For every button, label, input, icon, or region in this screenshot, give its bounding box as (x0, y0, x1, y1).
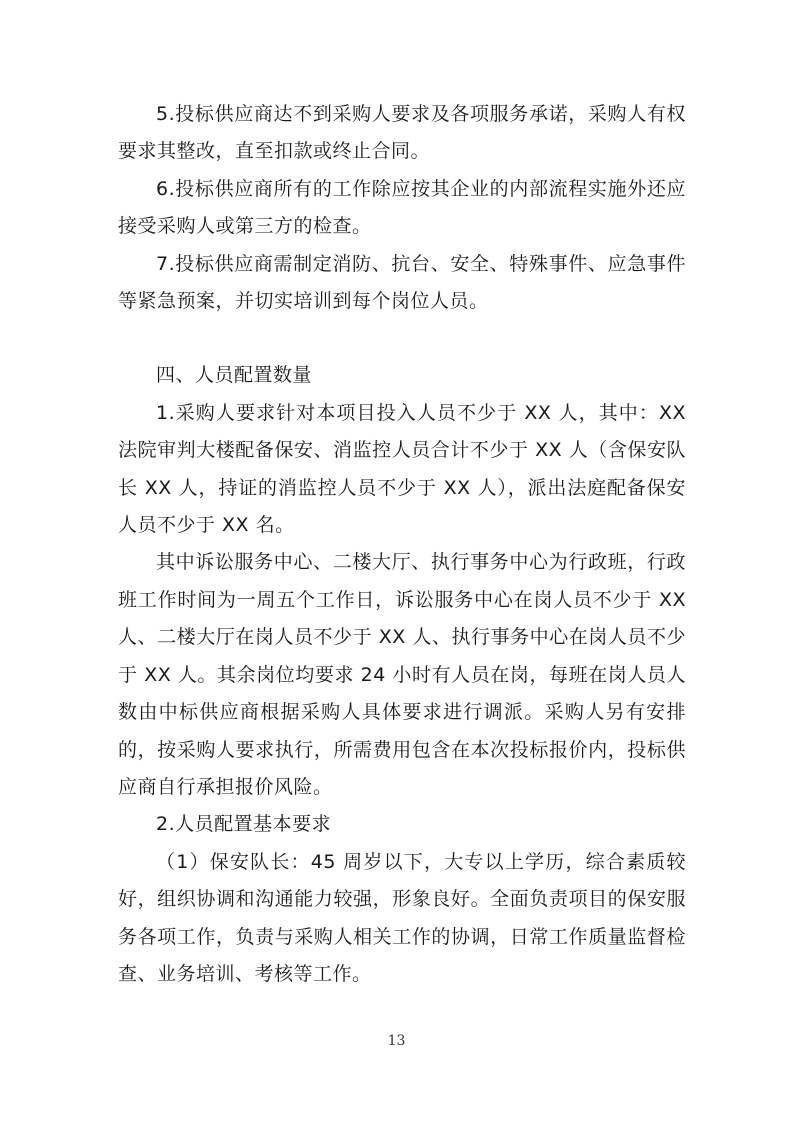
section-heading: 四、人员配置数量 (156, 364, 313, 387)
paragraph-subheading-requirements: 2.人员配置基本要求 (156, 813, 332, 836)
paragraph-item-6: 6.投标供应商所有的工作除应按其企业的内部流程实施外还应接受采购人或第三方的检查。 (118, 177, 686, 238)
paragraph-item-5: 5.投标供应商达不到采购人要求及各项服务承诺，采购人有权要求其整改，直至扣款或终止合同。 (118, 103, 686, 163)
paragraph-shift-arrangement: 其中诉讼服务中心、二楼大厅、执行事务中心为行政班，行政班工作时间为一周五个工作日，诉讼服务中心在岗人员不少于 XX 人、二楼大厅在岗人员不少于 XX 人、执行事务中心在岗人员不少于 XX 人。其余岗位均要求 24 小时有人员在岗，每班在岗人员人数由中标供应商根据采购人具体要求进行调派。采购人另有安排的，按采购人要求执行，所需费用包含在本次投标报价内，投标供应商自行承担报价风险。 (118, 551, 686, 798)
paragraph-item-7: 7.投标供应商需制定消防、抗台、安全、特殊事件、应急事件等紧急预案，并切实培训到每个岗位人员。 (118, 252, 686, 313)
page-body (118, 96, 686, 993)
page-number: 13 (387, 1033, 406, 1049)
paragraph-staff-quantity: 1.采购人要求针对本项目投入人员不少于 XX 人，其中：XX 法院审判大楼配备保安、消监控人员合计不少于 XX 人（含保安队长 XX 人，持证的消监控人员不少于 XX 人），派出法庭配备保安人员不少于 XX 名。 (118, 401, 686, 537)
paragraph-security-captain: （1）保安队长：45 周岁以下，大专以上学历，综合素质较好，组织协调和沟通能力较强，形象良好。全面负责项目的保安服务各项工作，负责与采购人相关工作的协调，日常工作质量监督检查、业务培训、考核等工作。 (118, 850, 686, 985)
